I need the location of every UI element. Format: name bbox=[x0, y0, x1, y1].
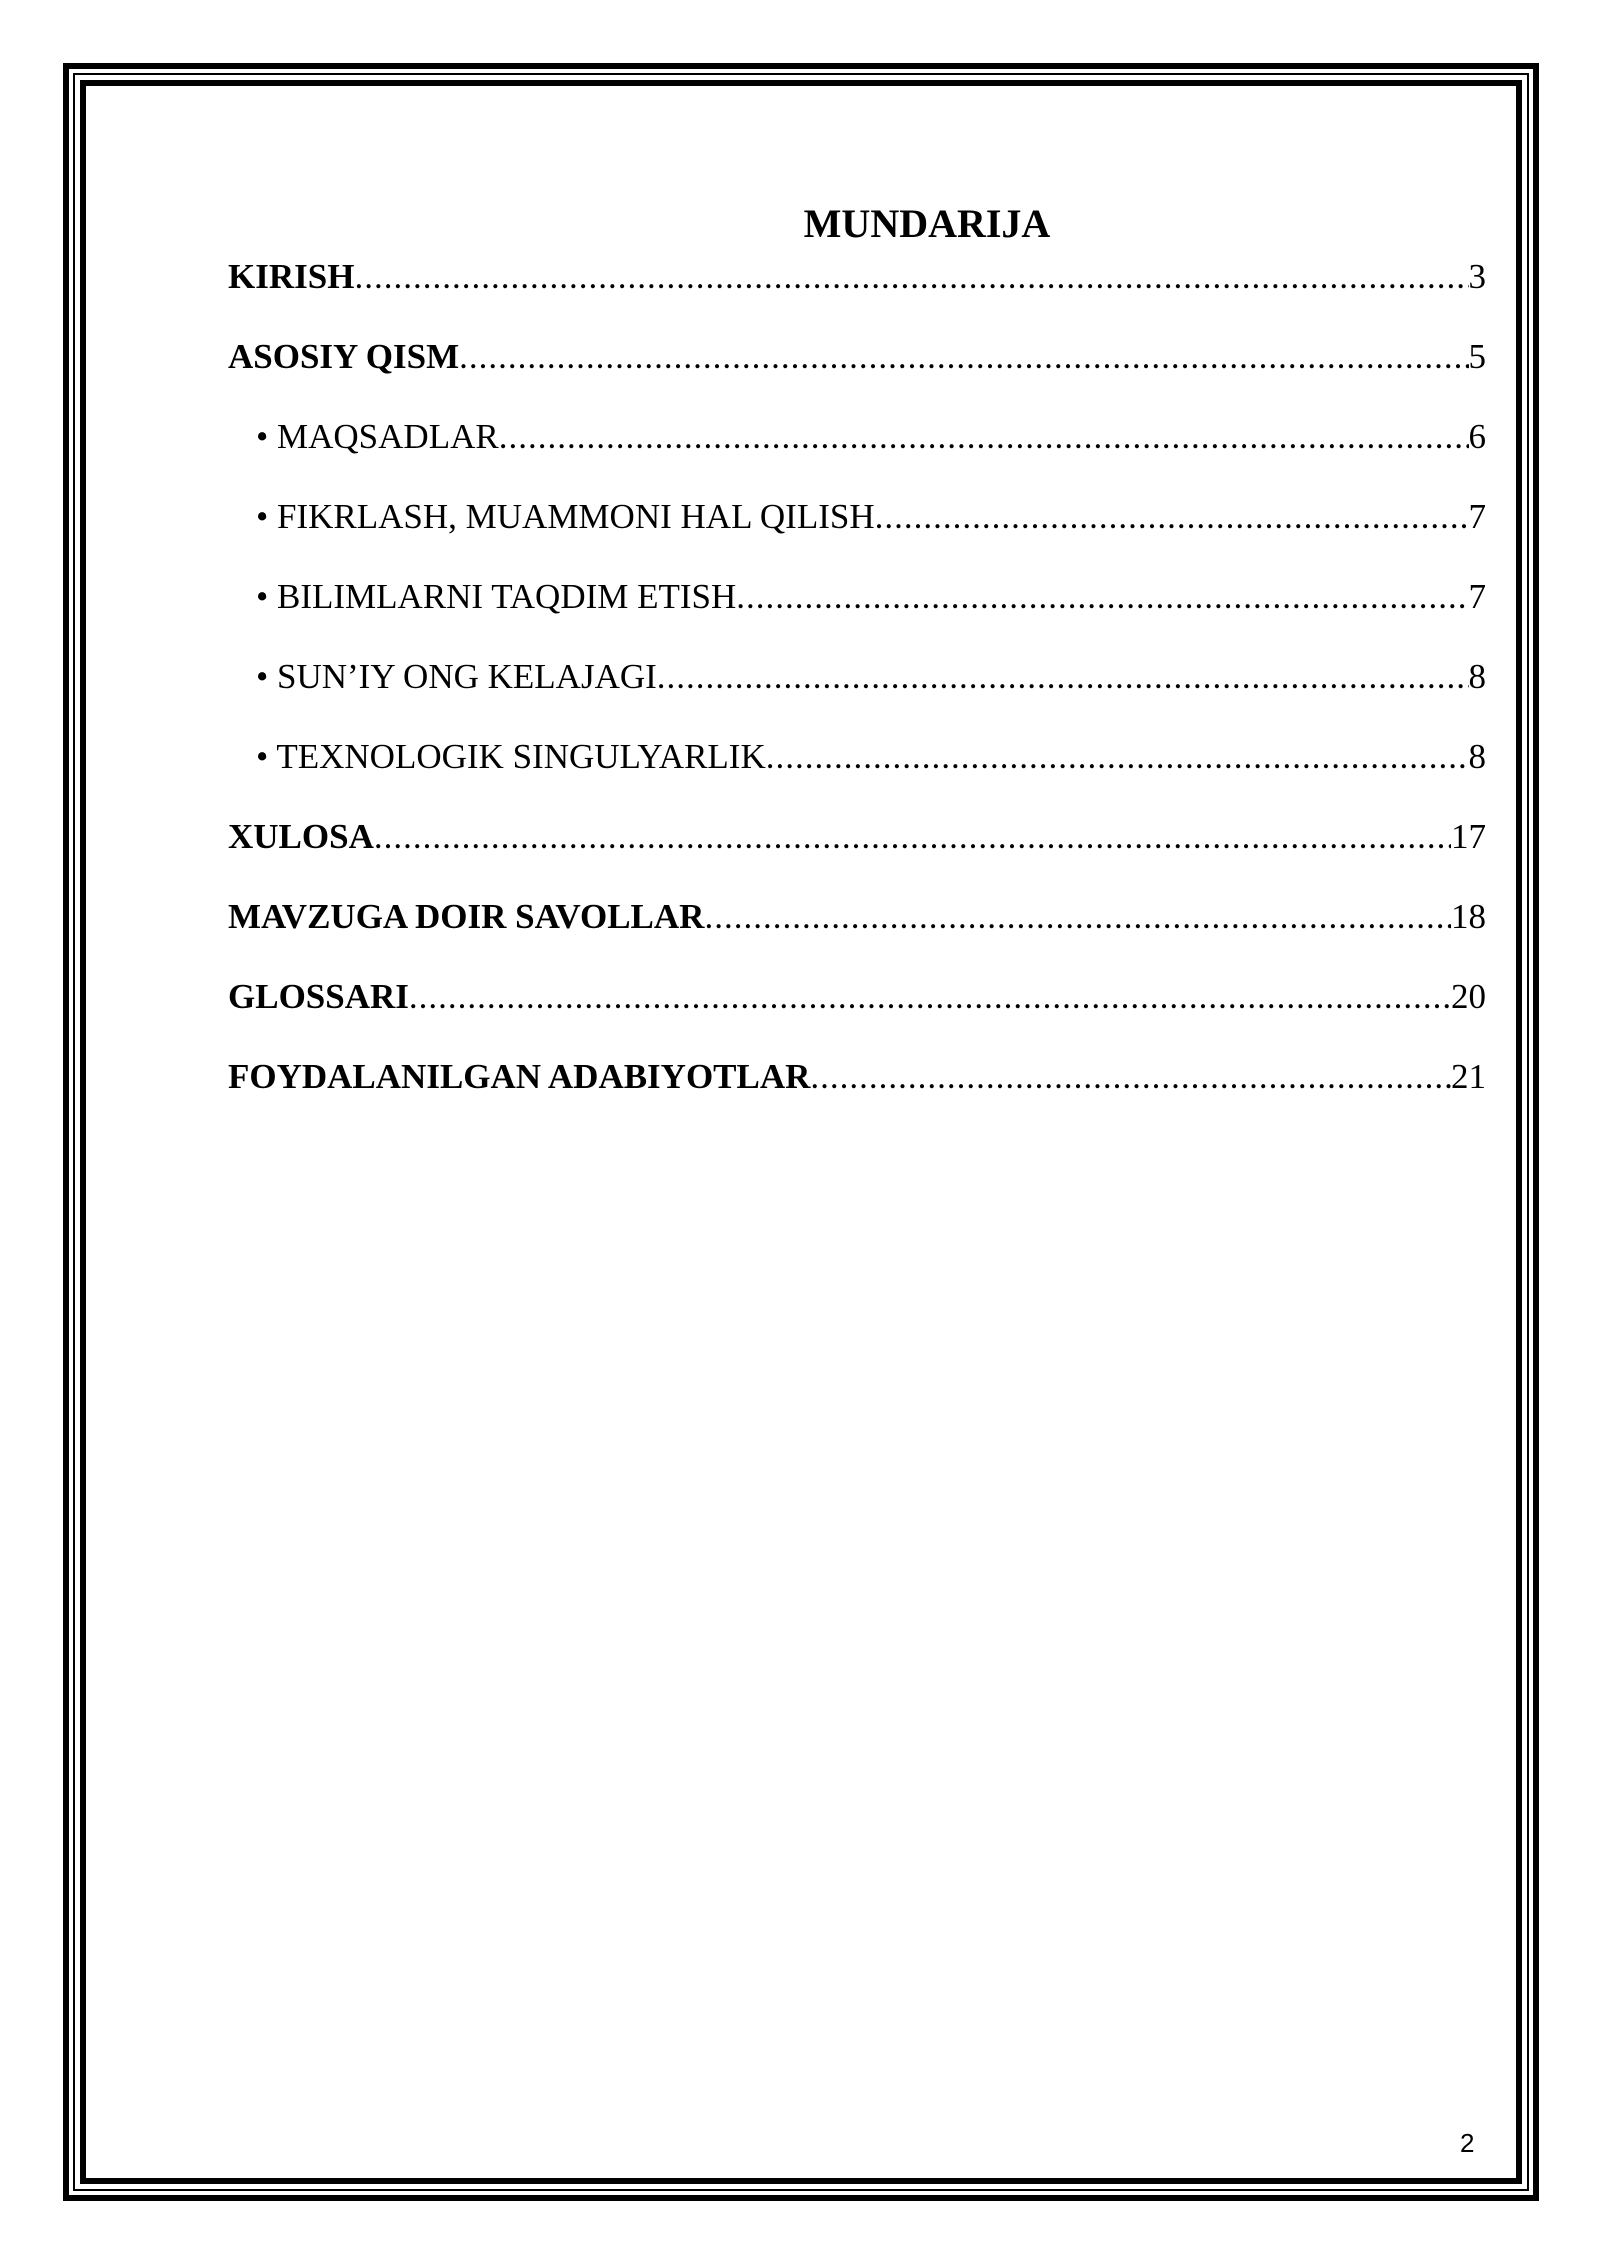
toc-entry-page: 6 bbox=[1468, 417, 1486, 456]
toc-entry-page: 3 bbox=[1468, 257, 1486, 296]
toc-entry-bilimlarni-taqdim-etish[interactable] bbox=[228, 572, 1486, 652]
toc-entry-label: • MAQSADLAR bbox=[256, 417, 499, 456]
toc-entry-page: 8 bbox=[1468, 737, 1486, 776]
table-of-contents bbox=[228, 196, 1486, 1132]
toc-entry-label: MAVZUGA DOIR SAVOLLAR bbox=[228, 897, 705, 936]
toc-dot-leader bbox=[810, 1052, 1451, 1102]
toc-list bbox=[228, 252, 1486, 1132]
toc-entry-fikrlash[interactable] bbox=[228, 492, 1486, 572]
toc-dot-leader bbox=[875, 492, 1469, 542]
toc-entry-mavzuga-doir-savollar[interactable] bbox=[228, 892, 1486, 972]
toc-dot-leader bbox=[354, 252, 1468, 302]
toc-entry-maqsadlar[interactable] bbox=[228, 412, 1486, 492]
toc-entry-foydalanilgan-adabiyotlar[interactable] bbox=[228, 1052, 1486, 1132]
toc-dot-leader bbox=[766, 732, 1469, 782]
toc-entry-page: 5 bbox=[1468, 337, 1486, 376]
toc-entry-page: 21 bbox=[1451, 1057, 1486, 1096]
toc-entry-label: XULOSA bbox=[228, 817, 374, 856]
toc-entry-label: • BILIMLARNI TAQDIM ETISH bbox=[256, 577, 737, 616]
toc-entry-xulosa[interactable] bbox=[228, 812, 1486, 892]
toc-entry-label: • FIKRLASH, MUAMMONI HAL QILISH bbox=[256, 497, 875, 536]
toc-dot-leader bbox=[374, 812, 1451, 862]
page-number: 2 bbox=[1460, 2128, 1475, 2158]
toc-dot-leader bbox=[736, 572, 1468, 622]
toc-dot-leader bbox=[657, 652, 1469, 702]
toc-entry-kirish[interactable] bbox=[228, 252, 1486, 332]
toc-entry-label: FOYDALANILGAN ADABIYOTLAR bbox=[228, 1057, 811, 1096]
toc-entry-suniy-ong-kelajagi[interactable] bbox=[228, 652, 1486, 732]
toc-dot-leader bbox=[499, 412, 1469, 462]
toc-entry-page: 20 bbox=[1451, 977, 1486, 1016]
toc-entry-label: • TEXNOLOGIK SINGULYARLIK bbox=[256, 737, 766, 776]
toc-entry-page: 7 bbox=[1468, 577, 1486, 616]
toc-entry-page: 18 bbox=[1451, 897, 1486, 936]
page-title: MUNDARIJA bbox=[803, 201, 1051, 246]
toc-entry-page: 7 bbox=[1468, 497, 1486, 536]
toc-dot-leader bbox=[459, 332, 1468, 382]
toc-entry-label: GLOSSARI bbox=[228, 977, 409, 1016]
toc-entry-texnologik-singulyarlik[interactable] bbox=[228, 732, 1486, 812]
toc-dot-leader bbox=[704, 892, 1451, 942]
toc-entry-asosiy-qism[interactable] bbox=[228, 332, 1486, 412]
toc-entry-label: • SUN’IY ONG KELAJAGI bbox=[256, 657, 657, 696]
toc-entry-label: ASOSIY QISM bbox=[228, 337, 460, 376]
toc-dot-leader bbox=[409, 972, 1451, 1022]
toc-entry-page: 17 bbox=[1451, 817, 1486, 856]
toc-entry-page: 8 bbox=[1468, 657, 1486, 696]
toc-entry-label: KIRISH bbox=[228, 257, 355, 296]
toc-entry-glossari[interactable] bbox=[228, 972, 1486, 1052]
